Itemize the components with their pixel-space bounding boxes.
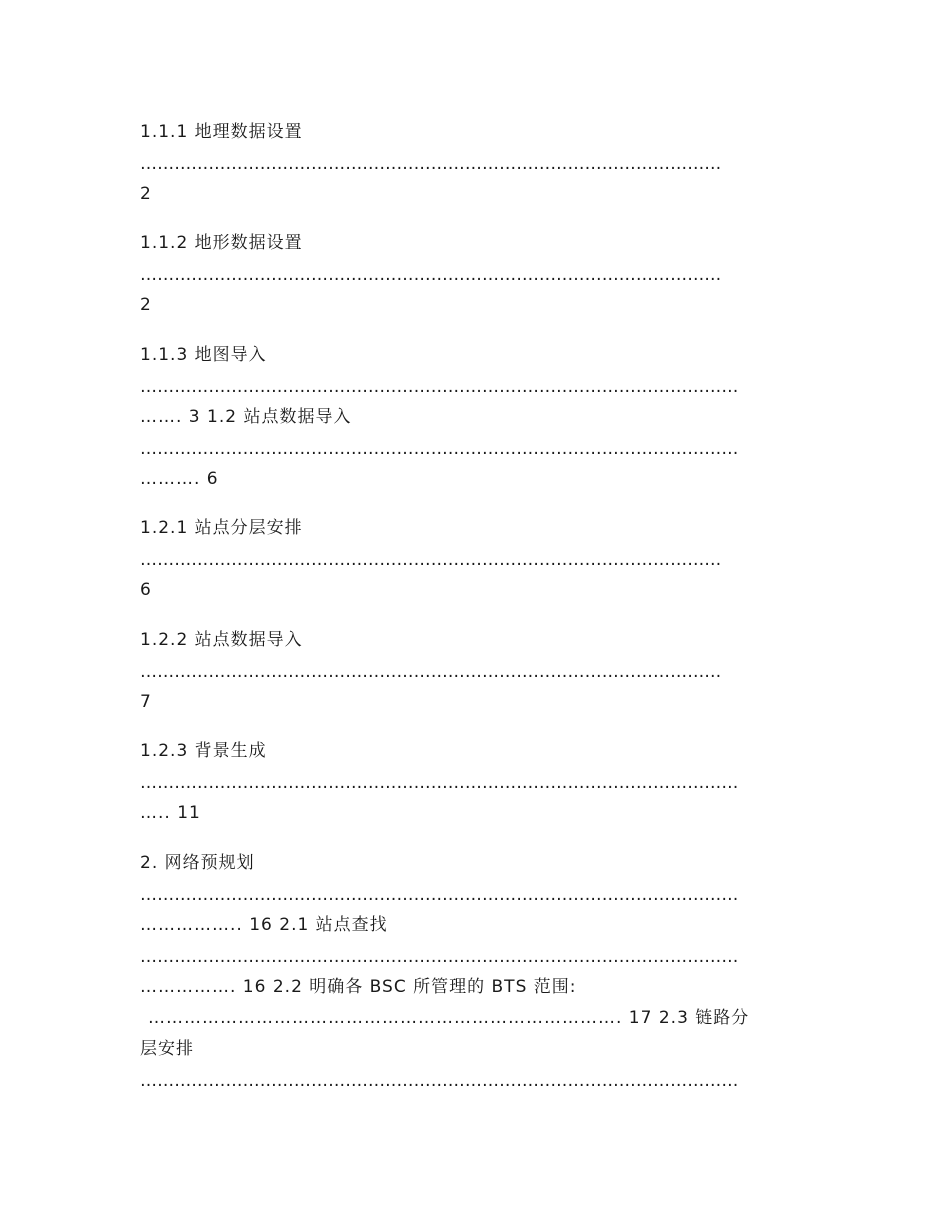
toc-page-number: 7 — [140, 692, 152, 712]
toc-leader-dots: …………………………………………………………………………………………… — [140, 1071, 739, 1091]
toc-leader-dots: ………………………………………………………………………………………… — [140, 154, 722, 174]
toc-entry-2-3-continued: 层安排 — [140, 1039, 194, 1059]
toc-page-number: ….. 11 — [140, 803, 201, 823]
toc-entry-1-2-2: 1.2.2 站点数据导入 — [140, 630, 303, 650]
toc-leader-dots: ………………………………………………………………………………………… — [140, 265, 722, 285]
toc-entry-1-2: ……. 3 1.2 站点数据导入 — [140, 407, 352, 427]
toc-entry-2-2: ……………. 16 2.2 明确各 BSC 所管理的 BTS 范围: — [140, 977, 577, 997]
toc-entry-1-1-2: 1.1.2 地形数据设置 — [140, 233, 303, 253]
toc-leader-dots: ………………………………………………………………………………………… — [140, 662, 722, 682]
toc-page-number: 2 — [140, 184, 152, 204]
toc-entry-2: 2. 网络预规划 — [140, 853, 255, 873]
toc-entry-2-1: …………….. 16 2.1 站点查找 — [140, 915, 388, 935]
toc-entry-1-1-3: 1.1.3 地图导入 — [140, 345, 267, 365]
toc-entry-1-2-3: 1.2.3 背景生成 — [140, 741, 267, 761]
toc-leader-dots: …………………………………………………………………………………………… — [140, 885, 739, 905]
toc-page-number: ………. 6 — [140, 469, 219, 489]
toc-leader-dots: …………………………………………………………………………………………… — [140, 377, 739, 397]
toc-page-number: 6 — [140, 580, 152, 600]
toc-leader-dots: …………………………………………………………………………………………… — [140, 947, 739, 967]
toc-entry-1-1-1: 1.1.1 地理数据设置 — [140, 122, 303, 142]
toc-leader-dots: …………………………………………………………………………………………… — [140, 773, 739, 793]
toc-leader-dots: …………………………………………………………………………………………… — [140, 439, 739, 459]
toc-entry-1-2-1: 1.2.1 站点分层安排 — [140, 518, 303, 538]
toc-entry-2-3: ……………………………………………………………………. 17 2.3 链路分 — [148, 1008, 750, 1028]
toc-page-number: 2 — [140, 295, 152, 315]
toc-leader-dots: ………………………………………………………………………………………… — [140, 550, 722, 570]
